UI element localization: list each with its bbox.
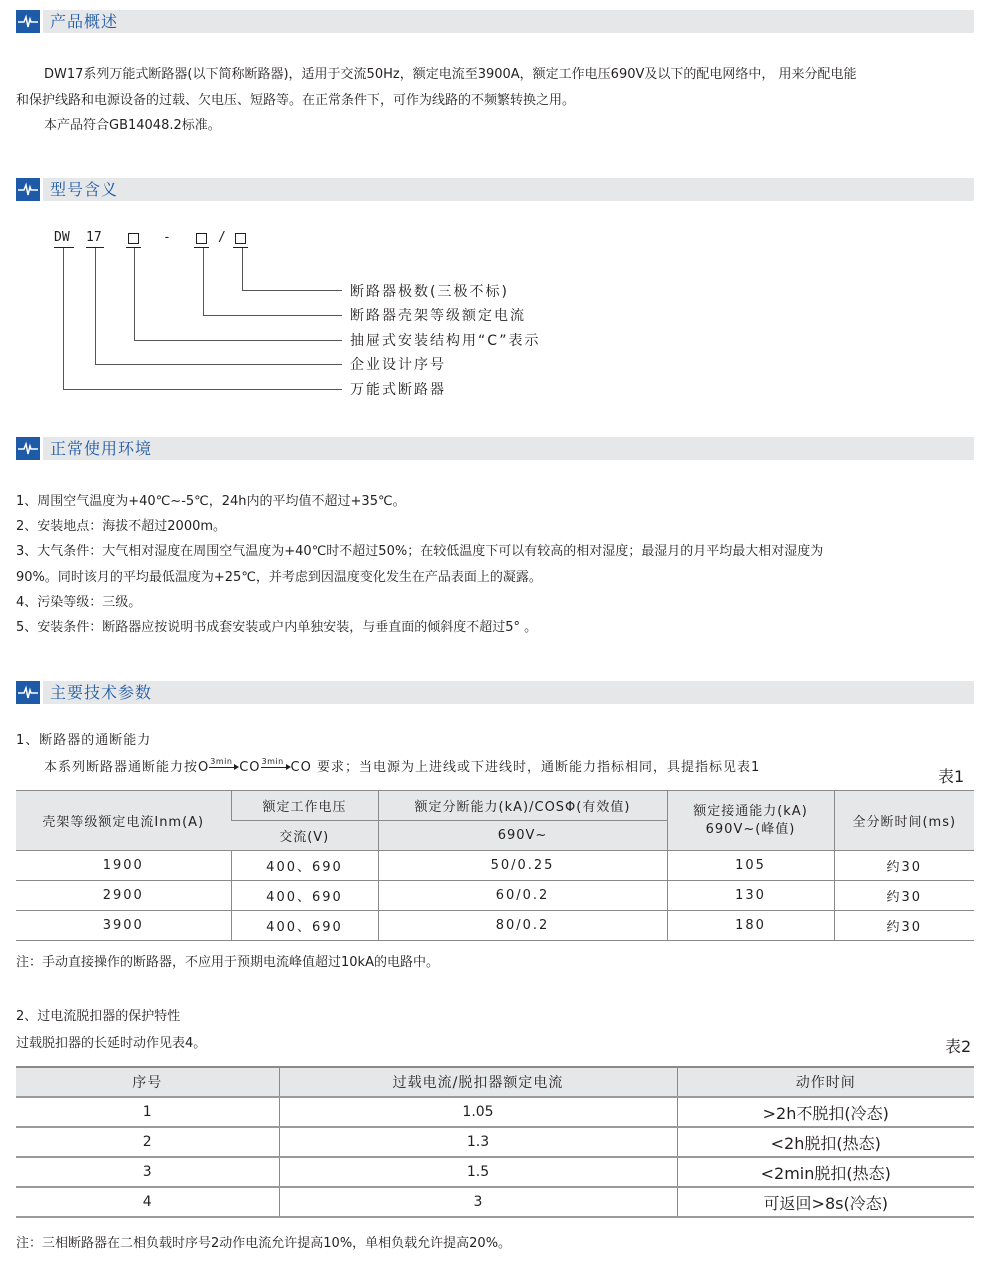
- placeholder-box-poles: [235, 233, 246, 244]
- section-title: 正常使用环境: [50, 439, 153, 458]
- legend-poles: 断路器极数(三极不标): [350, 284, 509, 300]
- note-manual-operation: 注：手动直接操作的断路器，不应用于预期电流峰值超过10kA的电路中。: [16, 955, 439, 970]
- subheading-overcurrent: 2、过电流脱扣器的保护特性: [16, 1009, 181, 1024]
- waveform-icon: [16, 10, 40, 33]
- cell-frame-current: 2900: [102, 888, 144, 903]
- cell-breaking: 60/0.2: [378, 881, 667, 911]
- cell-ratio: 1.05: [279, 1097, 677, 1127]
- section-title: 型号含义: [50, 180, 119, 199]
- section-header-model: [16, 178, 974, 201]
- header-making-capacity: 额定接通能力(kA) 690V~(峰值): [667, 791, 834, 851]
- cell-voltage: 400、690: [231, 851, 378, 881]
- overview-line-2: 和保护线路和电源设备的过载、欠电压、短路等。在正常条件下，可作为线路的不频繁转换之用。: [16, 93, 576, 108]
- cell-action-time: <2h脱扣(热态): [677, 1127, 974, 1157]
- table-row: [16, 1097, 974, 1127]
- cell-time: 约30: [834, 911, 974, 941]
- header-rated-voltage: 额定工作电压: [231, 791, 378, 821]
- env-item-3: 3、大气条件：大气相对湿度在周围空气温度为+40℃时不超过50%；在较低温度下可以有较高的相对湿度；最湿月的月平均最大相对湿度为: [16, 544, 824, 559]
- cell-making: 130: [667, 881, 834, 911]
- env-item-5: 5、安装条件：断路器应按说明书成套安装或户内单独安装，与垂直面的倾斜度不超过5° 。: [16, 620, 538, 635]
- text-segment: CO: [239, 760, 261, 775]
- header-breaking-capacity: 额定分断能力(kA)/COSΦ(有效值): [378, 791, 667, 821]
- cell-ratio: 1.3: [279, 1127, 677, 1157]
- table-row: [16, 1127, 974, 1157]
- header-690v: 690V~: [378, 821, 667, 851]
- cell-ratio: 3: [279, 1187, 677, 1217]
- cell-index: 1: [142, 1104, 152, 1120]
- breaking-capacity-table: [16, 790, 974, 941]
- cell-action-time: >2h不脱扣(冷态): [677, 1097, 974, 1127]
- cell-frame-current: 1900: [102, 858, 144, 873]
- waveform-icon: [16, 681, 40, 704]
- header-ac-voltage: 交流(V): [231, 821, 378, 851]
- header-frame-current: 壳架等级额定电流Inm(A): [16, 791, 231, 851]
- cell-frame-current: 3900: [102, 918, 144, 933]
- text-segment: 本系列断路器通断能力按O: [44, 760, 210, 775]
- table-1-label: 表1: [938, 767, 965, 786]
- placeholder-box-drawer: [128, 233, 139, 244]
- header-action-time: 动作时间: [677, 1067, 974, 1097]
- overview-line-1: DW17系列万能式断路器(以下简称断路器)，适用于交流50Hz，额定电流至3900A，额定工作电压690V及以下的配电网络中， 用来分配电能: [44, 67, 857, 82]
- table-2-label: 表2: [945, 1037, 972, 1056]
- section-title: 产品概述: [50, 12, 119, 31]
- cell-making: 180: [667, 911, 834, 941]
- cell-voltage: 400、690: [231, 881, 378, 911]
- arrow-3min: 3min: [261, 757, 291, 771]
- cell-breaking: 80/0.2: [378, 911, 667, 941]
- model-dash: -: [163, 230, 171, 245]
- overview-line-3: 本产品符合GB14048.2标准。: [44, 118, 221, 133]
- cell-voltage: 400、690: [231, 911, 378, 941]
- header-break-time: 全分断时间(ms): [834, 791, 974, 851]
- model-series-17: 17: [86, 230, 102, 245]
- section-title: 主要技术参数: [50, 683, 153, 702]
- table-row: [16, 911, 974, 941]
- env-item-2: 2、安装地点：海拔不超过2000m。: [16, 519, 227, 534]
- env-item-3-cont: 90%。同时该月的平均最低温度为+25℃，并考虑到因温度变化发生在产品表面上的凝露。: [16, 570, 542, 585]
- legend-drawer-type: 抽屉式安装结构用“C”表示: [350, 333, 541, 349]
- header-index: 序号: [16, 1067, 279, 1097]
- cell-index: 3: [142, 1164, 152, 1180]
- waveform-icon: [16, 437, 40, 460]
- header-overload-ratio: 过载电流/脱扣器额定电流: [279, 1067, 677, 1097]
- cell-index: 2: [142, 1134, 152, 1150]
- waveform-icon: [16, 178, 40, 201]
- arrow-3min: 3min: [209, 757, 239, 771]
- breaking-capacity-text: [44, 757, 760, 777]
- cell-action-time: <2min脱扣(热态): [677, 1157, 974, 1187]
- model-prefix-dw: DW: [54, 230, 70, 245]
- table-row: [16, 881, 974, 911]
- legend-frame-current: 断路器壳架等级额定电流: [350, 308, 526, 324]
- section-header-environment: [16, 437, 974, 460]
- text-segment: CO 要求；当电源为上进线或下进线时，通断能力指标相同，具提指标见表1: [290, 760, 761, 775]
- cell-index: 4: [142, 1194, 152, 1210]
- note-phase-load: 注：三相断路器在二相负载时序号2动作电流允许提高10%，单相负载允许提高20%。: [16, 1236, 512, 1251]
- table-row: [16, 851, 974, 881]
- placeholder-box-current: [196, 233, 207, 244]
- model-slash: /: [218, 230, 226, 245]
- cell-ratio: 1.5: [279, 1157, 677, 1187]
- cell-making: 105: [667, 851, 834, 881]
- cell-breaking: 50/0.25: [378, 851, 667, 881]
- cell-action-time: 可返回>8s(冷态): [677, 1187, 974, 1217]
- section-header-parameters: [16, 681, 974, 704]
- legend-breaker-type: 万能式断路器: [350, 382, 446, 398]
- legend-design-serial: 企业设计序号: [350, 357, 446, 373]
- subheading-breaking-capacity: 1、断路器的通断能力: [16, 733, 152, 748]
- table-row: [16, 1187, 974, 1217]
- overcurrent-text: 过载脱扣器的长延时动作见表4。: [16, 1036, 207, 1051]
- section-header-overview: [16, 10, 974, 33]
- cell-time: 约30: [834, 881, 974, 911]
- table-row: [16, 1157, 974, 1187]
- overload-table: [16, 1066, 974, 1218]
- env-item-4: 4、污染等级：三级。: [16, 595, 142, 610]
- cell-time: 约30: [834, 851, 974, 881]
- env-item-1: 1、周围空气温度为+40℃~-5℃，24h内的平均值不超过+35℃。: [16, 494, 406, 509]
